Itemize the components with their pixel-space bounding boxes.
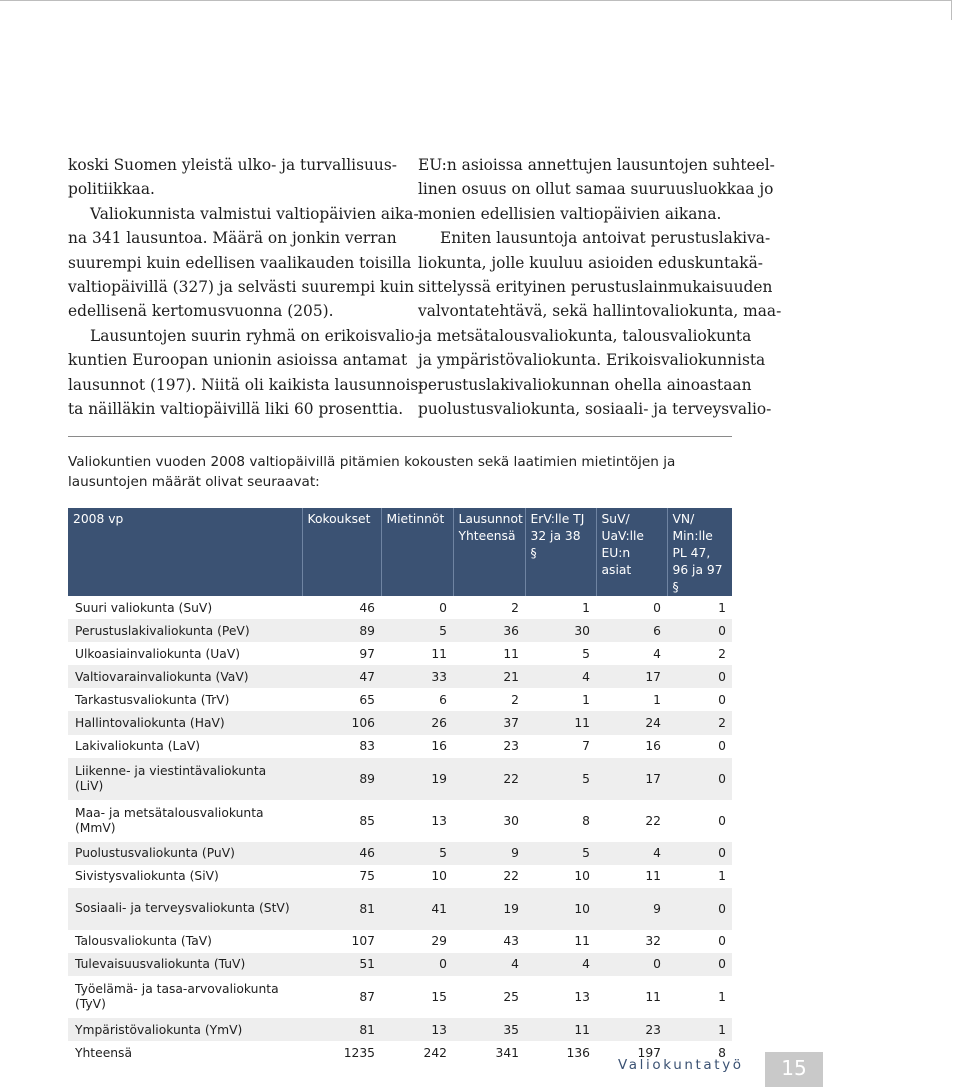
committee-name-cell: Työelämä- ja tasa-arvovaliokunta (TyV) <box>68 976 302 1018</box>
paragraph <box>418 153 775 226</box>
paragraph <box>68 324 424 422</box>
value-cell: 0 <box>667 735 732 758</box>
committee-name-cell: Tarkastusvaliokunta (TrV) <box>68 688 302 711</box>
table-row <box>68 665 732 688</box>
table-row <box>68 953 732 976</box>
value-cell: 81 <box>302 1018 381 1041</box>
committee-name-cell: Ulkoasiainvaliokunta (UaV) <box>68 642 302 665</box>
table-row <box>68 800 732 842</box>
value-cell: 1 <box>667 865 732 888</box>
value-cell: 10 <box>381 865 453 888</box>
value-cell: 19 <box>453 888 525 930</box>
value-cell: 2 <box>667 711 732 734</box>
value-cell: 16 <box>381 735 453 758</box>
value-cell: 47 <box>302 665 381 688</box>
value-cell: 22 <box>453 758 525 800</box>
value-cell: 30 <box>525 619 596 642</box>
value-cell: 21 <box>453 665 525 688</box>
value-cell: 106 <box>302 711 381 734</box>
value-cell: 1 <box>525 688 596 711</box>
value-cell: 87 <box>302 976 381 1018</box>
text-line: liokunta, jolle kuuluu asioiden eduskuntakä- <box>418 253 764 272</box>
text-line: puolustusvaliokunta, sosiaali- ja terveysvalio- <box>418 400 772 419</box>
value-cell: 15 <box>381 976 453 1018</box>
value-cell: 32 <box>596 930 667 953</box>
value-cell: 0 <box>667 842 732 865</box>
value-cell: 22 <box>596 800 667 842</box>
committee-name-cell: Liikenne- ja viestintävaliokunta (LiV) <box>68 758 302 800</box>
value-cell: 1 <box>525 596 596 619</box>
top-rule-corner <box>951 0 952 20</box>
value-cell: 46 <box>302 842 381 865</box>
value-cell: 4 <box>596 642 667 665</box>
value-cell: 0 <box>667 688 732 711</box>
table-intro: Valiokuntien vuoden 2008 valtiopäivillä pitämien kokousten sekä laatimien mietintöjen ja lausuntojen määrät olivat seuraavat: <box>68 454 676 490</box>
header-erv: ErV:lle TJ 32 ja 38 § <box>525 508 596 596</box>
committee-name-cell: Perustuslakivaliokunta (PeV) <box>68 619 302 642</box>
value-cell: 13 <box>381 1018 453 1041</box>
section-label: Valiokuntatyö <box>618 1057 744 1073</box>
value-cell: 8 <box>525 800 596 842</box>
committee-name-cell: Maa- ja metsätalousvaliokunta (MmV) <box>68 800 302 842</box>
value-cell: 0 <box>596 596 667 619</box>
value-cell: 4 <box>525 953 596 976</box>
value-cell: 5 <box>381 619 453 642</box>
value-cell: 0 <box>667 800 732 842</box>
value-cell: 11 <box>453 642 525 665</box>
value-cell: 0 <box>667 619 732 642</box>
table-row <box>68 1018 732 1041</box>
value-cell: 242 <box>381 1041 453 1064</box>
value-cell: 24 <box>596 711 667 734</box>
header-suv-uav: SuV/ UaV:lle EU:n asiat <box>596 508 667 596</box>
body-text-left-column <box>68 153 424 421</box>
text-line: ta näilläkin valtiopäivillä liki 60 prosenttia. <box>68 400 404 419</box>
value-cell: 11 <box>596 865 667 888</box>
value-cell: 25 <box>453 976 525 1018</box>
text-line: ja metsätalousvaliokunta, talousvaliokunta <box>418 326 752 345</box>
paragraph <box>68 202 419 324</box>
text-line: monien edellisien valtiopäivien aikana. <box>418 204 722 223</box>
header-reports: Mietinnöt <box>381 508 453 596</box>
table-row <box>68 596 732 619</box>
value-cell: 33 <box>381 665 453 688</box>
value-cell: 136 <box>525 1041 596 1064</box>
value-cell: 19 <box>381 758 453 800</box>
table-row <box>68 642 732 665</box>
value-cell: 29 <box>381 930 453 953</box>
paragraph <box>68 153 397 202</box>
section-divider <box>68 436 732 437</box>
table-row <box>68 735 732 758</box>
value-cell: 0 <box>596 953 667 976</box>
value-cell: 17 <box>596 758 667 800</box>
value-cell: 11 <box>596 976 667 1018</box>
table-header-row <box>68 508 732 596</box>
value-cell: 10 <box>525 888 596 930</box>
top-rule <box>0 0 952 1</box>
value-cell: 197 <box>596 1041 667 1064</box>
value-cell: 4 <box>453 953 525 976</box>
value-cell: 11 <box>525 1018 596 1041</box>
value-cell: 11 <box>525 930 596 953</box>
value-cell: 46 <box>302 596 381 619</box>
value-cell: 0 <box>667 758 732 800</box>
value-cell: 85 <box>302 800 381 842</box>
value-cell: 6 <box>381 688 453 711</box>
value-cell: 1 <box>667 596 732 619</box>
value-cell: 5 <box>525 842 596 865</box>
table-row <box>68 930 732 953</box>
text-line: perustuslakivaliokunnan ohella ainoastaan <box>418 375 752 394</box>
value-cell: 16 <box>596 735 667 758</box>
table-row <box>68 758 732 800</box>
committee-name-cell: Puolustusvaliokunta (PuV) <box>68 842 302 865</box>
text-line: suurempi kuin edellisen vaalikauden toisilla <box>68 253 412 272</box>
value-cell: 5 <box>525 758 596 800</box>
header-year: 2008 vp <box>68 508 302 596</box>
text-line: koski Suomen yleistä ulko- ja turvallisuus- <box>68 156 397 174</box>
text-line: lausunnot (197). Niitä oli kaikista lausunnois- <box>68 375 424 394</box>
table-row <box>68 842 732 865</box>
value-cell: 0 <box>381 596 453 619</box>
value-cell: 0 <box>667 665 732 688</box>
value-cell: 23 <box>453 735 525 758</box>
value-cell: 75 <box>302 865 381 888</box>
value-cell: 65 <box>302 688 381 711</box>
value-cell: 9 <box>453 842 525 865</box>
text-line: Valiokunnista valmistui valtiopäivien aika- <box>90 204 419 223</box>
value-cell: 5 <box>525 642 596 665</box>
text-line: Lausuntojen suurin ryhmä on erikoisvalio- <box>90 326 420 345</box>
value-cell: 10 <box>525 865 596 888</box>
table-row <box>68 711 732 734</box>
value-cell: 4 <box>525 665 596 688</box>
header-meetings: Kokoukset <box>302 508 381 596</box>
body-text-right-column <box>418 153 782 421</box>
table-row <box>68 888 732 930</box>
value-cell: 1235 <box>302 1041 381 1064</box>
text-line: valtiopäivillä (327) ja selvästi suurempi kuin <box>68 278 414 297</box>
value-cell: 35 <box>453 1018 525 1041</box>
value-cell: 83 <box>302 735 381 758</box>
committee-name-cell: Yhteensä <box>68 1041 302 1064</box>
value-cell: 341 <box>453 1041 525 1064</box>
text-line: linen osuus on ollut samaa suuruusluokkaa jo <box>418 180 774 199</box>
value-cell: 2 <box>453 688 525 711</box>
value-cell: 26 <box>381 711 453 734</box>
committee-name-cell: Hallintovaliokunta (HaV) <box>68 711 302 734</box>
value-cell: 8 <box>667 1041 732 1064</box>
value-cell: 23 <box>596 1018 667 1041</box>
table-body <box>68 596 732 1064</box>
value-cell: 17 <box>596 665 667 688</box>
committee-name-cell: Valtiovarainvaliokunta (VaV) <box>68 665 302 688</box>
value-cell: 6 <box>596 619 667 642</box>
value-cell: 11 <box>381 642 453 665</box>
header-vn-min: VN/ Min:lle PL 47, 96 ja 97 § <box>667 508 732 596</box>
value-cell: 13 <box>381 800 453 842</box>
value-cell: 22 <box>453 865 525 888</box>
value-cell: 1 <box>667 1018 732 1041</box>
value-cell: 0 <box>381 953 453 976</box>
table-row <box>68 619 732 642</box>
value-cell: 2 <box>453 596 525 619</box>
text-line: ja ympäristövaliokunta. Erikoisvaliokunnista <box>418 351 766 370</box>
page-number: 15 <box>781 1056 807 1080</box>
value-cell: 43 <box>453 930 525 953</box>
value-cell: 2 <box>667 642 732 665</box>
committee-name-cell: Sivistysvaliokunta (SiV) <box>68 865 302 888</box>
table-row <box>68 976 732 1018</box>
text-line: sittelyssä erityinen perustuslainmukaisuuden <box>418 278 773 297</box>
value-cell: 5 <box>381 842 453 865</box>
value-cell: 89 <box>302 758 381 800</box>
text-line: EU:n asioissa annettujen lausuntojen suhteel- <box>418 156 775 174</box>
value-cell: 97 <box>302 642 381 665</box>
value-cell: 7 <box>525 735 596 758</box>
header-statements-total: Lausunnot Yhteensä <box>453 508 525 596</box>
value-cell: 36 <box>453 619 525 642</box>
committee-name-cell: Tulevaisuusvaliokunta (TuV) <box>68 953 302 976</box>
committee-name-cell: Suuri valiokunta (SuV) <box>68 596 302 619</box>
value-cell: 1 <box>667 976 732 1018</box>
value-cell: 4 <box>596 842 667 865</box>
text-line: valvontatehtävä, sekä hallintovaliokunta, maa- <box>418 302 782 321</box>
value-cell: 9 <box>596 888 667 930</box>
text-line: Eniten lausuntoja antoivat perustuslakiva- <box>440 229 771 248</box>
committee-name-cell: Sosiaali- ja terveysvaliokunta (StV) <box>68 888 302 930</box>
value-cell: 30 <box>453 800 525 842</box>
value-cell: 41 <box>381 888 453 930</box>
text-line: na 341 lausuntoa. Määrä on jonkin verran <box>68 229 397 248</box>
committee-name-cell: Talousvaliokunta (TaV) <box>68 930 302 953</box>
paragraph <box>418 226 782 421</box>
table-row <box>68 688 732 711</box>
value-cell: 81 <box>302 888 381 930</box>
value-cell: 1 <box>596 688 667 711</box>
value-cell: 37 <box>453 711 525 734</box>
value-cell: 51 <box>302 953 381 976</box>
value-cell: 0 <box>667 888 732 930</box>
committee-statistics-table <box>68 508 732 1064</box>
text-line: politiikkaa. <box>68 180 155 199</box>
value-cell: 0 <box>667 953 732 976</box>
committee-name-cell: Lakivaliokunta (LaV) <box>68 735 302 758</box>
text-line: edellisenä kertomusvuonna (205). <box>68 302 334 321</box>
value-cell: 107 <box>302 930 381 953</box>
committee-name-cell: Ympäristövaliokunta (YmV) <box>68 1018 302 1041</box>
value-cell: 0 <box>667 930 732 953</box>
value-cell: 13 <box>525 976 596 1018</box>
table-row <box>68 865 732 888</box>
text-line: kuntien Euroopan unionin asioissa antamat <box>68 351 408 370</box>
value-cell: 89 <box>302 619 381 642</box>
value-cell: 11 <box>525 711 596 734</box>
